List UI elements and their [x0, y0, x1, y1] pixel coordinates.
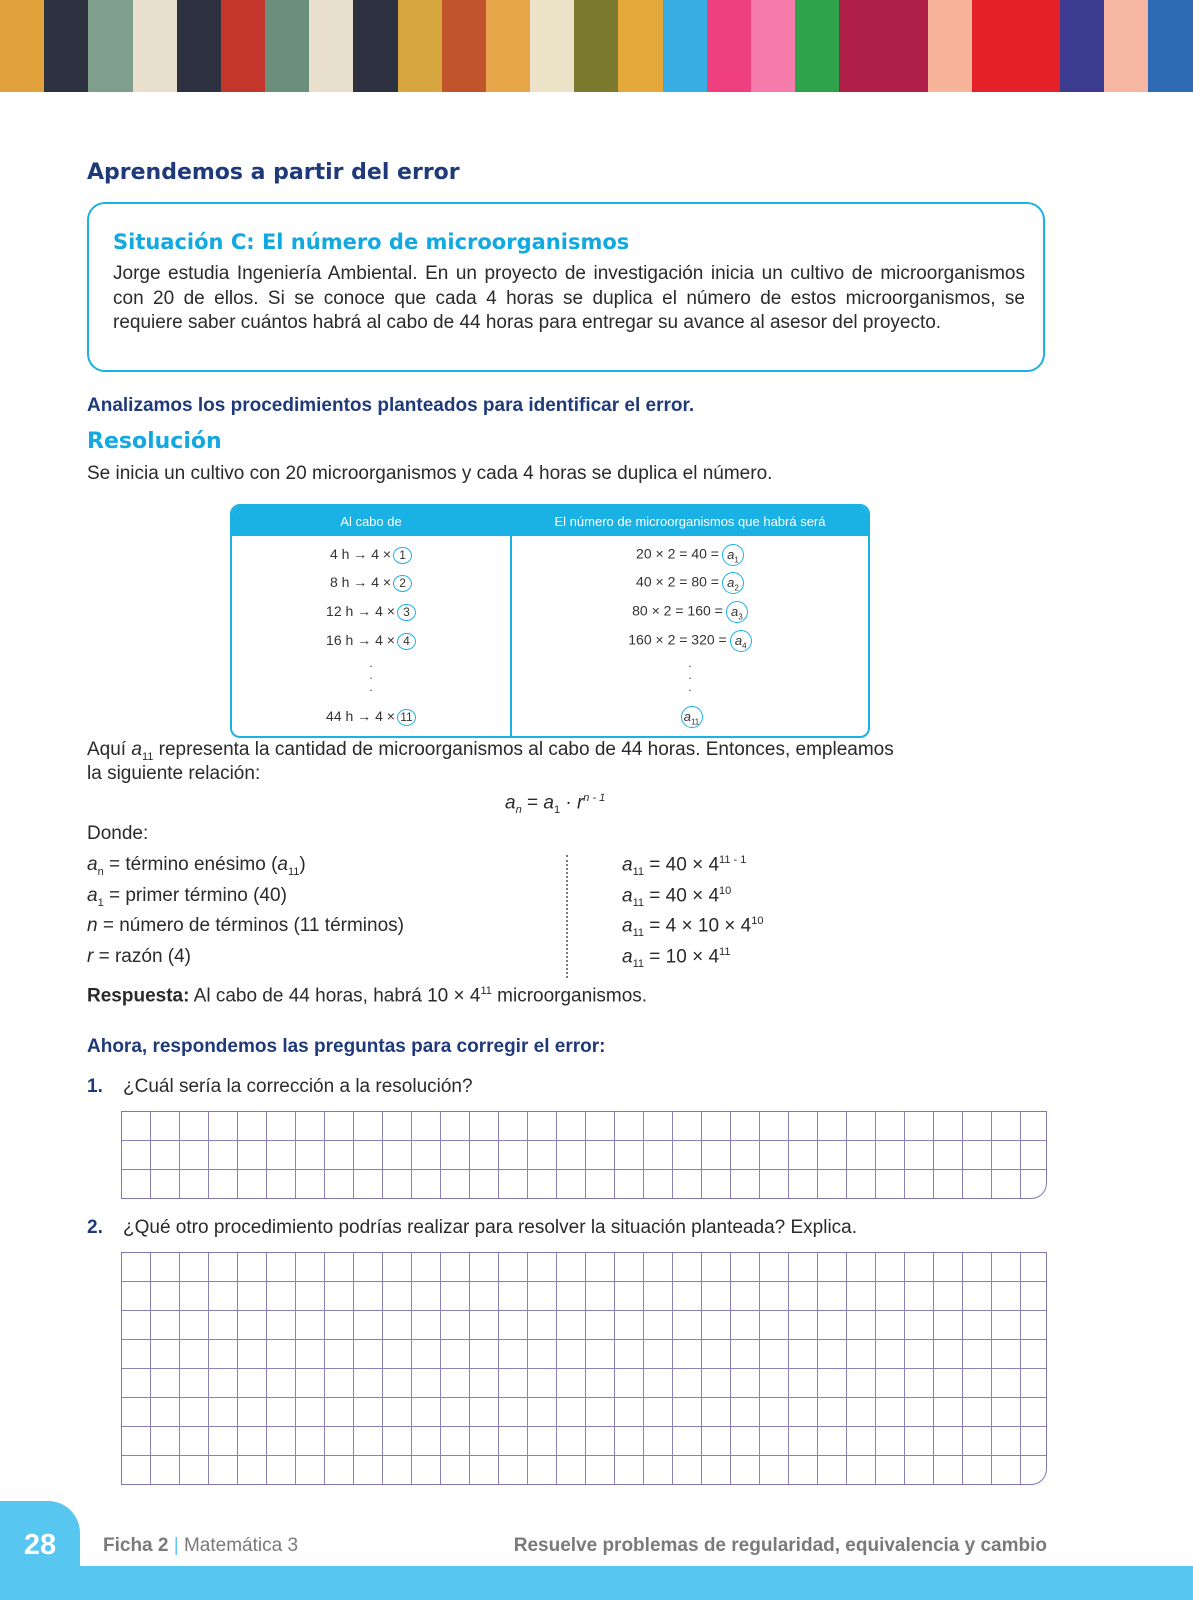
questions-heading: Ahora, respondemos las preguntas para corregir el error:: [87, 1036, 606, 1057]
answer: Respuesta: Al cabo de 44 horas, habrá $10 \times 4^{11}$ microorganismos.: [87, 985, 648, 1007]
count-text: 160 × 2 = 320 =: [628, 631, 727, 648]
term-index-circle: 4: [397, 633, 416, 650]
calculation-step: $a_{11} = 40 \times 4^{10}$: [622, 884, 732, 909]
term-circle: $a_4$: [730, 630, 752, 652]
table-row-time: [232, 574, 510, 592]
term-circle: $a_1$: [722, 544, 744, 566]
term-index-circle: 2: [393, 575, 412, 592]
count-text: 80 × 2 = 160 =: [632, 602, 723, 619]
banner-stripe: [486, 0, 530, 92]
calculation-step: $a_{11} = 40 \times 4^{11 - 1}$: [622, 854, 747, 879]
banner-stripe: [0, 0, 44, 92]
banner-stripe: [707, 0, 751, 92]
count-text: 20 × 2 = 40 =: [636, 545, 719, 562]
continuation-dots: · · ·: [368, 658, 374, 697]
banner-stripe: [1016, 0, 1060, 92]
banner-stripe: [44, 0, 88, 92]
banner-stripe: [442, 0, 486, 92]
banner-stripe: [133, 0, 177, 92]
banner-stripe: [972, 0, 1016, 92]
definition-item: n = número de términos (11 términos): [87, 915, 404, 936]
explanation-line-2: la siguiente relación:: [87, 763, 261, 784]
analyze-instruction: Analizamos los procedimientos planteados para identificar el error.: [87, 395, 695, 416]
banner-stripe: [309, 0, 353, 92]
table-row-count: [512, 544, 868, 566]
term-circle: $a_{11}$: [681, 706, 703, 728]
banner-stripe: [353, 0, 397, 92]
time-text: 44 h → 4 ×: [326, 708, 395, 724]
time-text: 12 h → 4 ×: [326, 603, 395, 619]
general-term-formula: $a_n = a_1 \cdot r^{n - 1}$: [505, 792, 606, 817]
banner-stripe: [221, 0, 265, 92]
term-index-circle: 1: [393, 547, 412, 564]
banner-stripe: [663, 0, 707, 92]
answer-grid-1[interactable]: [121, 1111, 1047, 1199]
banner-stripe: [928, 0, 972, 92]
banner-stripe: [618, 0, 662, 92]
table-header-count: El número de microorganismos que habrá será: [554, 513, 826, 529]
resolution-heading: Resolución: [87, 429, 222, 454]
term-index-circle: 11: [397, 709, 416, 726]
banner-stripe: [398, 0, 442, 92]
banner-stripe: [265, 0, 309, 92]
situation-title: Situación C: El número de microorganismos: [113, 230, 630, 254]
definition-item: $a_1$ = primer término (40): [87, 884, 287, 909]
continuation-dots: · · ·: [687, 658, 693, 697]
situation-box: [87, 202, 1045, 372]
answer-grid-2[interactable]: [121, 1252, 1047, 1485]
footer-band: [0, 1566, 1193, 1600]
banner-stripe: [574, 0, 618, 92]
time-text: 16 h → 4 ×: [326, 632, 395, 648]
banner-stripe: [1148, 0, 1192, 92]
banner-stripe: [88, 0, 132, 92]
definition-item: r = razón (4): [87, 945, 192, 967]
table-row-time: [232, 603, 510, 621]
footer-book-info: Ficha 2 | Matemática 3: [103, 1535, 299, 1556]
table-column-count: [512, 536, 868, 736]
page-number: 28: [0, 1501, 80, 1600]
table-row-count-last: [512, 706, 868, 728]
table-header-time: Al cabo de: [232, 506, 512, 536]
decorative-banner: [0, 0, 1193, 92]
banner-stripe: [751, 0, 795, 92]
banner-stripe: [795, 0, 839, 92]
column-divider: [566, 855, 568, 978]
table-row-count: [512, 630, 868, 652]
donde-label: Donde:: [87, 823, 149, 844]
term-circle: $a_3$: [726, 601, 748, 623]
banner-stripe: [839, 0, 883, 92]
term-index-circle: 3: [397, 604, 416, 621]
calculation-step: $a_{11} = 10 \times 4^{11}$: [622, 945, 731, 970]
table-header: [232, 506, 868, 536]
table-row-count: [512, 601, 868, 623]
explanation-line-1: Aquí $a_{11}$ representa la cantidad de microorganismos al cabo de 44 horas. Entonces, empleamos: [87, 739, 894, 763]
section-heading: Aprendemos a partir del error: [87, 160, 460, 185]
table-row-time: [232, 546, 510, 564]
situation-text: Jorge estudia Ingeniería Ambiental. En un proyecto de investigación inicia un cultivo de microorganismos con 20 de ellos. Si se conoce que cada 4 horas se duplica el número de estos microorganismos, se requiere saber cuántos habrá al cabo de 44 horas para entregar su avance al asesor del proyecto.: [113, 263, 1025, 333]
banner-stripe: [177, 0, 221, 92]
table-row-time-last: [232, 708, 510, 726]
question-2: 2. ¿Qué otro procedimiento podrías realizar para resolver la situación planteada? Explica.: [87, 1217, 858, 1238]
banner-stripe: [1060, 0, 1104, 92]
banner-stripe: [530, 0, 574, 92]
banner-stripe: [883, 0, 927, 92]
resolution-intro: Se inicia un cultivo con 20 microorganismos y cada 4 horas se duplica el número.: [87, 463, 773, 484]
count-text: 40 × 2 = 80 =: [636, 573, 719, 590]
table-row-count: [512, 572, 868, 594]
time-text: 4 h → 4 ×: [329, 546, 392, 562]
calculation-step: $a_{11} = 4 \times 10 \times 4^{10}$: [622, 915, 764, 940]
footer-competency: Resuelve problemas de regularidad, equivalencia y cambio: [513, 1535, 1047, 1556]
table-column-time: [232, 536, 512, 736]
term-circle: $a_2$: [722, 572, 744, 594]
doubling-table: [230, 504, 870, 738]
time-text: 8 h → 4 ×: [329, 574, 392, 590]
banner-stripe: [1104, 0, 1148, 92]
question-1: 1. ¿Cuál sería la corrección a la resolución?: [87, 1076, 473, 1097]
table-row-time: [232, 632, 510, 650]
definition-item: $a_n$ = término enésimo $(a_{11})$: [87, 854, 306, 878]
